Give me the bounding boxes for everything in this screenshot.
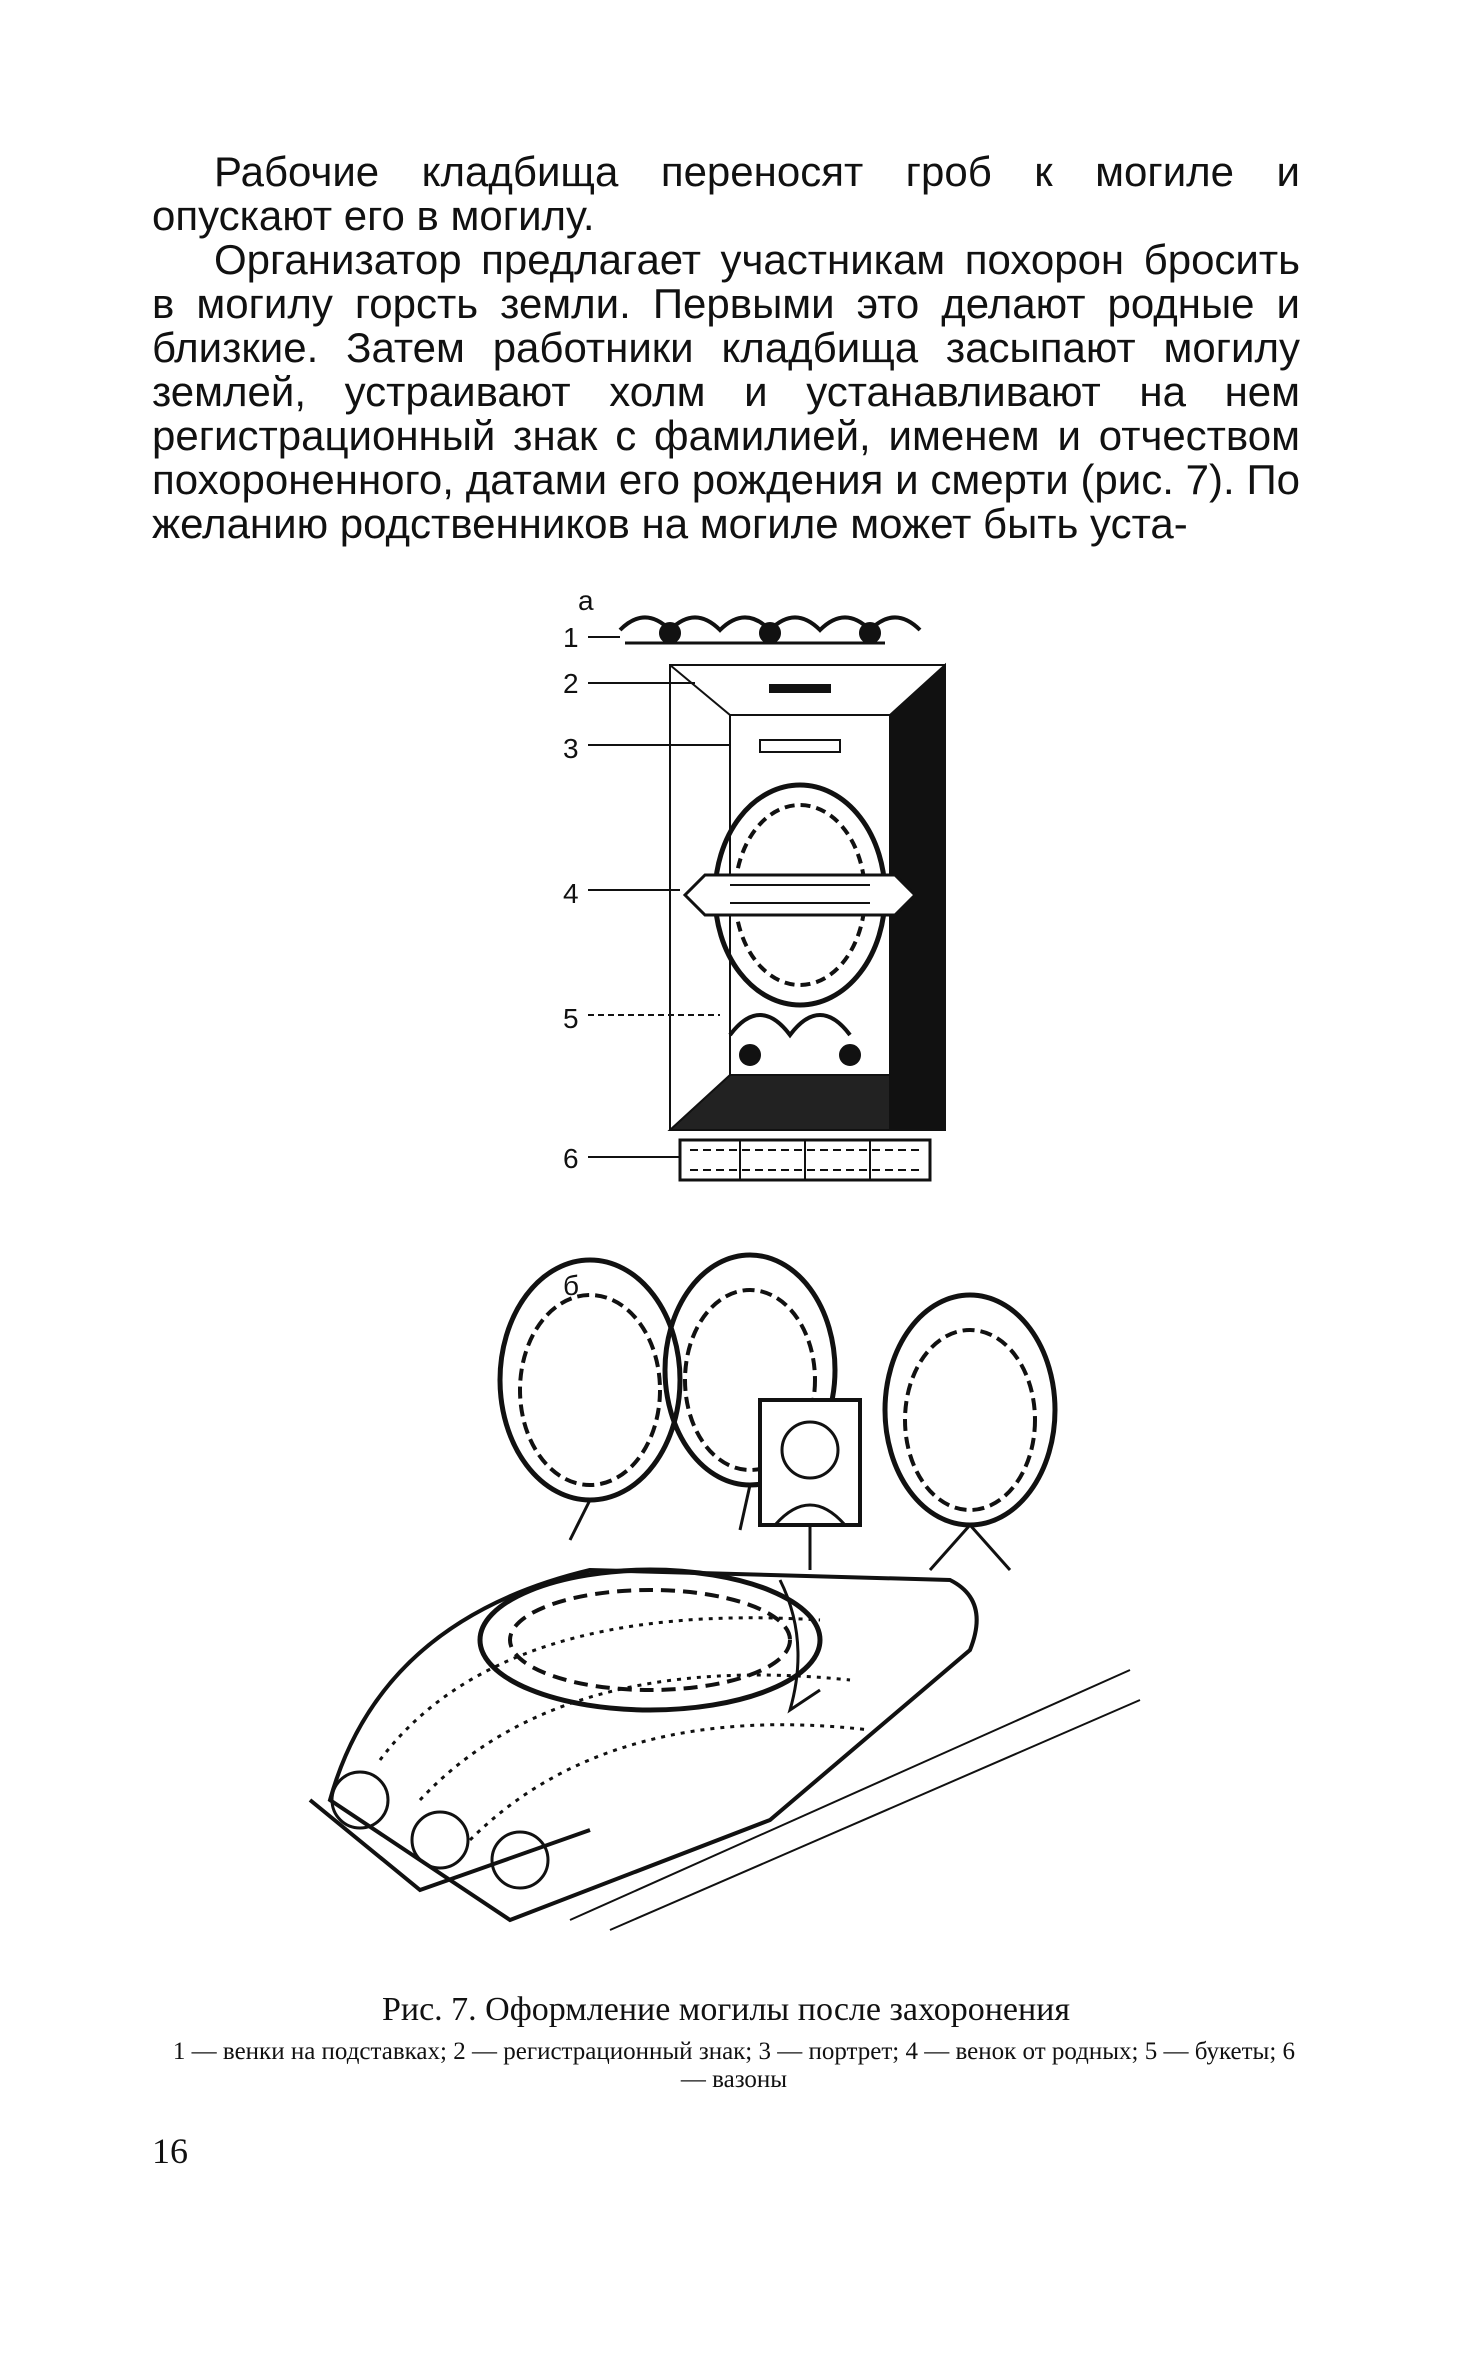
grave-perspective-illustration [270, 1240, 1150, 1970]
panel-a-label: а [578, 585, 594, 616]
callout-1: 1 [563, 622, 579, 653]
panel-b-label: б [563, 1270, 580, 1301]
callout-4: 4 [563, 878, 579, 909]
callout-5: 5 [563, 1003, 579, 1034]
callout-3: 3 [563, 733, 579, 764]
paragraph-2: Организатор предлагает участникам похорон бросить в могилу горсть земли. Первыми это делают родные и близкие. Затем работники кладбища засыпают могилу землей, устраивают холм и устанавливают на нем регистрационный знак с фамилией, именем и отчеством похороненного, датами его рождения и смерти (рис. 7). По желанию родственников на могиле может быть уста- [152, 236, 1300, 547]
grave-top-view-illustration [560, 585, 1030, 1205]
callout-6: 6 [563, 1143, 579, 1174]
callout-2: 2 [563, 668, 579, 699]
paragraph-1: Рабочие кладбища переносят гроб к могиле и опускают его в могилу. [152, 148, 1300, 239]
page-number: 16 [152, 2131, 188, 2171]
figure-legend: 1 — венки на подставках; 2 — регистрационный знак; 3 — портрет; 4 — венок от родных; 5 — букеты; 6 — вазоны [172, 2038, 1296, 2093]
wreaths-row-icon [620, 618, 920, 644]
figure-caption: Рис. 7. Оформление могилы после захоронения [381, 1991, 1071, 2028]
body-text [152, 150, 1300, 546]
